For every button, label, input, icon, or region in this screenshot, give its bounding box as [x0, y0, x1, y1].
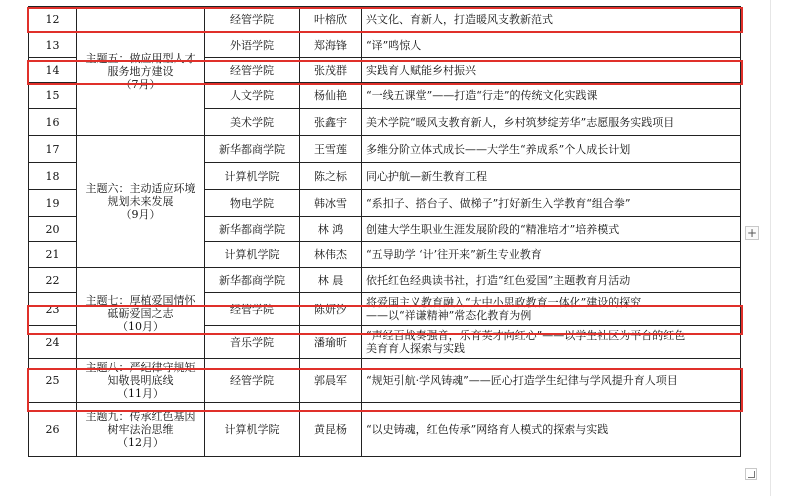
project-title-cell: “声经百战奏强音，乐育英才向红心”——以学生社区为平台的红色 美育育人探索与实践 — [362, 326, 741, 359]
row-index: 23 — [29, 293, 77, 326]
theme-title: 主题六：主动适应环境规划未来发展 — [85, 182, 196, 208]
person-cell: 郑海锋 — [300, 33, 362, 58]
theme-month: （9月） — [120, 208, 161, 221]
table-row — [29, 403, 741, 457]
college-cell: 美术学院 — [205, 109, 300, 136]
theme-cell — [77, 359, 205, 403]
row-index: 17 — [29, 136, 77, 163]
college-cell: 新华都商学院 — [205, 268, 300, 293]
college-cell: 音乐学院 — [205, 326, 300, 359]
project-title-cell: “系扣子、搭台子、做梯子”打好新生入学教育“组合拳” — [362, 190, 741, 217]
theme-cell — [77, 268, 205, 359]
project-title-cell: 实践育人赋能乡村振兴 — [362, 58, 741, 83]
row-index: 16 — [29, 109, 77, 136]
person-cell: 张茂群 — [300, 58, 362, 83]
college-cell: 外语学院 — [205, 33, 300, 58]
college-cell: 计算机学院 — [205, 242, 300, 268]
theme-month: （7月） — [120, 77, 161, 91]
row-index: 21 — [29, 242, 77, 268]
row-index: 22 — [29, 268, 77, 293]
theme-title: 主题九：传承红色基因树牢法治思维 — [85, 410, 196, 436]
row-index: 20 — [29, 217, 77, 242]
project-title-cell: 多维分阶立体式成长——大学生“养成系”个人成长计划 — [362, 136, 741, 163]
project-title-cell: “规矩引航·学风铸魂”——匠心打造学生纪律与学风提升育人项目 — [362, 359, 741, 403]
row-index: 15 — [29, 83, 77, 109]
theme-cell — [77, 7, 205, 136]
theme-title: 主题五：做应用型人才服务地方建设 — [85, 51, 196, 78]
table-row — [29, 268, 741, 293]
theme-title: 主题八：严纪律守规矩知敬畏明底线 — [85, 361, 196, 387]
project-title-cell: 创建大学生职业生涯发展阶段的“精准培才”培养模式 — [362, 217, 741, 242]
add-row-button[interactable]: + — [746, 226, 758, 240]
college-cell: 计算机学院 — [205, 403, 300, 457]
person-cell: 林 鸿 — [300, 217, 362, 242]
table-row — [29, 359, 741, 403]
person-cell: 杨仙艳 — [300, 83, 362, 109]
person-cell: 林伟杰 — [300, 242, 362, 268]
theme-month: （11月） — [117, 387, 164, 400]
project-title-cell: 依托红色经典读书社，打造“红色爱国”主题教育月活动 — [362, 268, 741, 293]
row-index: 13 — [29, 33, 77, 58]
project-title-cell: “译”鸣惊人 — [362, 33, 741, 58]
row-index: 14 — [29, 58, 77, 83]
person-cell: 韩冰雪 — [300, 190, 362, 217]
person-cell: 林 晨 — [300, 268, 362, 293]
person-cell: 黄昆杨 — [300, 403, 362, 457]
row-index: 26 — [29, 403, 77, 457]
row-index: 12 — [29, 7, 77, 33]
row-index: 25 — [29, 359, 77, 403]
theme-cell — [77, 403, 205, 457]
project-title-cell: 兴文化、育新人，打造暖风支教新范式 — [362, 7, 741, 33]
project-title-cell: 同心护航—新生教育工程 — [362, 163, 741, 190]
project-title-cell: “以史铸魂，红色传承”网络育人模式的探索与实践 — [362, 403, 741, 457]
college-cell: 经管学院 — [205, 293, 300, 326]
theme-cell — [77, 136, 205, 268]
person-cell: 王雪莲 — [300, 136, 362, 163]
project-title-cell: 将爱国主义教育融入“大中小思政教育一体化”建设的探究 ——以“祥谦精神”常态化教育为例 — [362, 293, 741, 326]
projects-table — [28, 6, 741, 457]
theme-month: （10月） — [117, 319, 164, 333]
person-cell: 张鑫宇 — [300, 109, 362, 136]
person-cell: 陈之标 — [300, 163, 362, 190]
college-cell: 经管学院 — [205, 359, 300, 403]
college-cell: 新华都商学院 — [205, 217, 300, 242]
row-index: 24 — [29, 326, 77, 359]
college-cell: 计算机学院 — [205, 163, 300, 190]
row-index: 18 — [29, 163, 77, 190]
person-cell: 叶榕欣 — [300, 7, 362, 33]
project-title-cell: “五导助学 ‘计’往开来”新生专业教育 — [362, 242, 741, 268]
college-cell: 经管学院 — [205, 58, 300, 83]
college-cell: 经管学院 — [205, 7, 300, 33]
college-cell: 人文学院 — [205, 83, 300, 109]
table-resize-handle[interactable] — [745, 468, 757, 480]
project-title-cell: 美术学院“暖风支教育新人，乡村筑梦绽芳华”志愿服务实践项目 — [362, 109, 741, 136]
project-title-cell: “一线五课堂”——打造“行走”的传统文化实践课 — [362, 83, 741, 109]
college-cell: 新华都商学院 — [205, 136, 300, 163]
theme-month: （12月） — [117, 436, 164, 449]
table-row — [29, 136, 741, 163]
theme-title: 主题七：厚植爱国情怀砥砺爱国之志 — [85, 293, 196, 320]
person-cell: 潘瑜昕 — [300, 326, 362, 359]
college-cell: 物电学院 — [205, 190, 300, 217]
page-edge — [770, 0, 771, 496]
person-cell: 郭晨军 — [300, 359, 362, 403]
person-cell: 陈妍汐 — [300, 293, 362, 326]
table-row — [29, 7, 741, 33]
row-index: 19 — [29, 190, 77, 217]
